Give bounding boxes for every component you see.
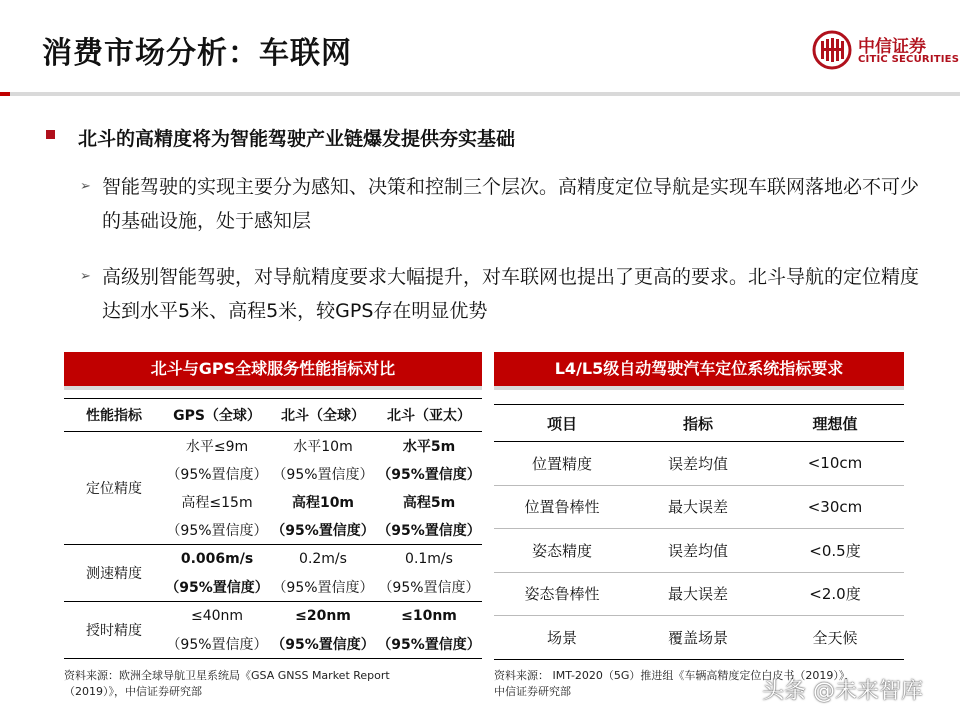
table-cell: （95%置信度）: [270, 630, 376, 659]
table-row: [494, 572, 904, 616]
table-cell: 位置鲁棒性: [494, 485, 630, 529]
header-divider: [0, 92, 960, 96]
table2-title-shadow: [494, 386, 904, 390]
row-category: 授时精度: [64, 602, 164, 659]
table-cell: （95%置信度）: [164, 630, 270, 659]
table-header-row: [64, 399, 482, 432]
arrow-bullet-icon: ➢: [80, 179, 91, 194]
column-header: 理想值: [766, 405, 904, 442]
source-line: 资料来源：欧洲全球导航卫星系统局《GSA GNSS Market Report: [64, 669, 390, 682]
table-cell: 最大误差: [630, 485, 766, 529]
sub-bullet-2: [80, 260, 920, 328]
sub-bullet-1: [80, 170, 920, 238]
source-line: （2019）》，中信证券研究部: [64, 685, 202, 698]
table-cell: （95%置信度）: [376, 630, 482, 659]
arrow-bullet-icon: ➢: [80, 269, 91, 284]
citic-logo: [812, 28, 960, 74]
table-cell: 全天候: [766, 616, 904, 660]
sub-bullet-text: 智能驾驶的实现主要分为感知、决策和控制三个层次。高精度定位导航是实现车联网落地必不可少的基础设施，处于感知层: [102, 176, 920, 232]
table-cell: （95%置信度）: [270, 516, 376, 545]
table-cell: （95%置信度）: [376, 516, 482, 545]
table-row: [64, 602, 482, 631]
sub-bullet-text: 高级别智能驾驶，对导航精度要求大幅提升，对车联网也提出了更高的要求。北斗导航的定位精度达到水平5米、高程5米，较GPS存在明显优势: [102, 266, 920, 322]
table-cell: 姿态鲁棒性: [494, 572, 630, 616]
positioning-requirements-table: [494, 404, 904, 660]
column-header: 北斗（亚太）: [376, 399, 482, 432]
table1-source: [64, 668, 484, 700]
column-header: 项目: [494, 405, 630, 442]
table-cell: <30cm: [766, 485, 904, 529]
header-divider-accent: [0, 92, 10, 96]
table-cell: <10cm: [766, 442, 904, 486]
table2-title: L4/L5级自动驾驶汽车定位系统指标要求: [494, 352, 904, 386]
table-cell: <0.5度: [766, 529, 904, 573]
table-cell: 位置精度: [494, 442, 630, 486]
table-cell: ≤10nm: [401, 608, 457, 624]
table-cell: 0.006m/s: [180, 551, 254, 567]
table-cell: 场景: [494, 616, 630, 660]
column-header: 性能指标: [64, 399, 164, 432]
main-bullet-text: 北斗的高精度将为智能驾驶产业链爆发提供夯实基础: [78, 128, 516, 150]
watermark: 头条 @未来智库: [762, 679, 923, 704]
table-cell: 水平5m: [402, 439, 456, 455]
table-cell: （95%置信度）: [166, 467, 268, 483]
table-cell: 误差均值: [630, 529, 766, 573]
row-category: 定位精度: [64, 432, 164, 545]
table-cell: 最大误差: [630, 572, 766, 616]
table-row: [494, 529, 904, 573]
table-cell: （95%置信度）: [376, 573, 482, 602]
table-cell: （95%置信度）: [164, 573, 270, 602]
table-cell: （95%置信度）: [164, 516, 270, 545]
table-cell: 0.1m/s: [405, 551, 453, 567]
table-cell: 误差均值: [630, 442, 766, 486]
table-cell: 水平≤9m: [185, 439, 249, 455]
table-cell: 姿态精度: [494, 529, 630, 573]
table-cell: ≤40nm: [190, 608, 244, 624]
logo-en-text: CITIC SECURITIES: [858, 54, 960, 65]
table-row: [494, 485, 904, 529]
table-cell: 高程10m: [291, 495, 355, 511]
table-cell: ≤20nm: [295, 608, 351, 624]
source-line: 中信证券研究部: [494, 685, 571, 698]
table-cell: （95%置信度）: [377, 467, 481, 483]
row-category: 测速精度: [64, 545, 164, 602]
table-row: [64, 545, 482, 574]
table1-title-shadow: [64, 386, 482, 390]
logo-cn-text: 中信证券: [858, 37, 926, 57]
gnss-comparison-table: [64, 398, 482, 659]
source-line: 资料来源： IMT-2020（5G）推进组《车辆高精度定位白皮书（2019）》，: [494, 669, 856, 682]
column-header: 北斗（全球）: [270, 399, 376, 432]
square-bullet-icon: [46, 130, 55, 139]
column-header: 指标: [630, 405, 766, 442]
table-row: [494, 616, 904, 660]
table-cell: 高程5m: [402, 495, 456, 511]
table-cell: 高程≤15m: [181, 495, 253, 511]
table-cell: 覆盖场景: [630, 616, 766, 660]
column-header: GPS（全球）: [164, 399, 270, 432]
citic-logo-icon: [812, 30, 852, 70]
slide-title: 消费市场分析：车联网: [42, 36, 352, 71]
table-cell: <2.0度: [766, 572, 904, 616]
table-cell: 水平10m: [293, 439, 353, 455]
table-cell: （95%置信度）: [272, 467, 374, 483]
table-row: [64, 432, 482, 461]
table-header-row: [494, 405, 904, 442]
table-cell: 0.2m/s: [299, 551, 347, 567]
table-row: [494, 442, 904, 486]
table-cell: （95%置信度）: [270, 573, 376, 602]
table1-title: 北斗与GPS全球服务性能指标对比: [64, 352, 482, 386]
